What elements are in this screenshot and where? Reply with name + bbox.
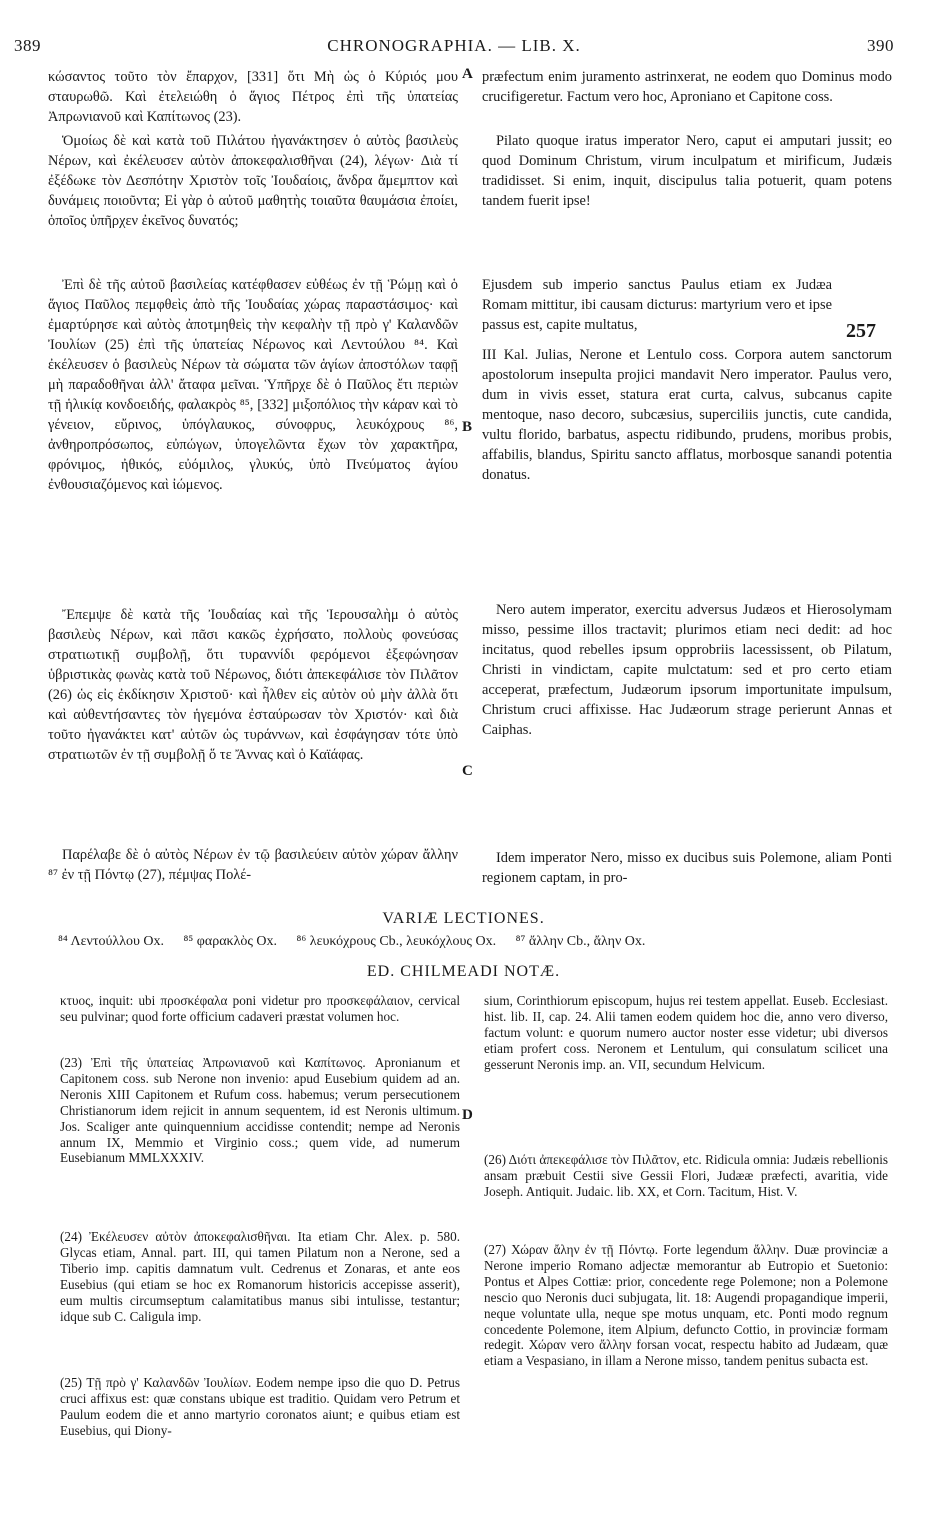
latin-paragraph-3b: III Kal. Julias, Nerone et Lentulo coss. Corpora autem sanctorum apostolorum insepulta projici mandavit Nero imperator. Paulus vero, dum in vivis esset, statura erat curta, calvus, subcanus capite mentoque, naso decoro, subcæsius, superciliis junctis, cute candida, vultu florido, barbatus, aspectu ridibundo, prudens, moribus probis, affabilis, blandus, Spiritu sancto afflatus, morbosque sanandi potentia donatus. [482, 347, 892, 483]
notes-heading: ED. CHILMEADI NOTÆ. [366, 963, 561, 980]
latin-paragraph-5: Idem imperator Nero, misso ex ducibus suis Polemone, aliam Ponti regionem captam, in pro- [482, 850, 892, 886]
latin-paragraph-2: Pilato quoque iratus imperator Nero, caput ei amputari jussit; eo quod Dominum Christum, virum inculpatum et mirificum, Judæis tradidisset. Si enim, inquit, discipulus talia potuerit, quam potens tandem fuerit ipse! [482, 133, 892, 209]
variant-85: ⁸⁵ φαρακλὸς Ox. [183, 934, 278, 949]
note-left-continuation: κτυος, inquit: ubi προσκέφαλα poni videtur pro προσκεφάλαιον, cervical seu pulvinar; quod forte officium cadaveri præstat volumen hoc. [60, 993, 460, 1024]
variant-87: ⁸⁷ ἄλλην Cb., ἄλην Ox. [515, 934, 646, 949]
latin-paragraph-4: Nero autem imperator, exercitu adversus Judæos et Hierosolymam misso, pessime illos tractavit; plurimos etiam neci dedit: ad hoc incitatus, quod rebelles ipsum opprobriis lacessissent, ob Pilatum, Christi in vindictam, capite mulctatum: sed et pro certo etiam acceperat, præfectum, Judæorum ipsorum importunitate impulsum, Christum cruci affixisse. Hac Judæorum strage perierunt Annas et Caiphas. [482, 602, 892, 738]
page-number-left: 389 [14, 36, 41, 55]
note-23: (23) Ἐπὶ τῆς ὑπατείας Ἀπρωνιανοῦ καὶ Καπίτωνος. Apronianum et Capitonem coss. sub Nerone non invenio: apud Eusebium quidem ad an. Neronis XIII Capitonem et Rufum coss. habemus; verum persecutionem Christianorum idem rejicit in annum sequentem, id est Neronis ultimum. Jos. Scaliger ante quinquennium accidisse contendit; nempe ad Neronis annum IX, Memmio et Virginio coss.; quem vide, ad numerum Eusebianum MMLXXXIV. [60, 1055, 460, 1166]
margin-marker-a: A [462, 66, 473, 82]
variae-lectiones [58, 933, 878, 951]
greek-paragraph-4: Ἔπεμψε δὲ κατὰ τῆς Ἰουδαίας καὶ τῆς Ἱερουσαλὴμ ὁ αὐτὸς βασιλεὺς Νέρων, καὶ πᾶσι κακῶς ἐχρήσατο, πολλοὺς φονεύσας στρατιωτικῇ συμβολῇ, ὅτι τυραννίδι φερόμενοι ἐξεφώνησαν ὑβριστικὰς φωνὰς κατὰ τοῦ Νέρωνος, διότι ἀπεκεφάλισε τὸν Πιλᾶτον (26) ὡς εἰς ἐκδίκησιν Χριστοῦ· καὶ ἦλθεν εἰς αὐτὸν οὐ μὴν ἀλλὰ ὅτι καὶ αὐθεντήσαντες τὸν ἡγεμόνα ἐσταύρωσαν τὸν Χριστόν· καὶ διὰ τοῦτο ἠγανάκτει κατ' αὐτῶν ὡς τυράννων, καὶ ἐσφάγησαν τότε ὑπὸ στρατιωτῶν ἐν τῇ συμβολῇ ὅ τε Ἄννας καὶ ὁ Καϊάφας. [48, 607, 458, 763]
greek-paragraph-5: Παρέλαβε δὲ ὁ αὐτὸς Νέρων ἐν τῷ βασιλεύειν αὐτὸν χώραν ἄλλην ⁸⁷ ἐν τῇ Πόντῳ (27), πέμψας Πολέ- [48, 847, 458, 883]
margin-marker-b: B [462, 419, 473, 435]
greek-paragraph-2: Ὁμοίως δὲ καὶ κατὰ τοῦ Πιλάτου ἠγανάκτησεν ὁ αὐτὸς βασιλεὺς Νέρων, καὶ ἐκέλευσεν αὐτὸν ἀποκεφαλισθῆναι (24), λέγων· Διὰ τί ἐξέδωκε τὸν Δεσπότην Χριστὸν τοῖς Ἰουδαίοις, ἄνδρα ἄμεμπτον καὶ δυνάμεις ποιοῦντα; Εἰ γὰρ ὁ αὐτοῦ μαθητὴς τοιαῦτα θαυμάσια ἐποίει, ὁποῖος ὑπῆρχεν ἐκεῖνος δυνατός; [48, 133, 458, 229]
latin-paragraph-1: præfectum enim juramento astrinxerat, ne eodem quo Dominus modo crucifigeretur. Factum vero hoc, Aproniano et Capitone coss. [482, 69, 892, 105]
note-24: (24) Ἐκέλευσεν αὐτὸν ἀποκεφαλισθῆναι. Ita etiam Chr. Alex. p. 580. Glycas etiam, Annal. part. III, qui tamen Pilatum non a Nerone, sed a Tiberio imp. capitis damnatum vult. Cedrenus et Zonaras, et ante eos Eusebius (qui etiam se hoc ex Romanorum historicis accepisse asserit), eum multis circumseptum calamitatibus manus sibi intulisse, testantur; idque sub C. Caligula imp. [60, 1229, 460, 1324]
variant-84: ⁸⁴ Λεντούλλου Ox. [58, 934, 165, 949]
greek-paragraph-1: κώσαντος τοῦτο τὸν ἔπαρχον, [331] ὅτι Μὴ ὡς ὁ Κύριός μου σταυρωθῶ. Καὶ ἐτελειώθη ὁ ἅγιος Πέτρος ἐπὶ τῆς ὑπατείας Ἀπρωνιανοῦ καὶ Καπίτωνος (23). [48, 69, 458, 125]
margin-marker-d: D [462, 1107, 473, 1123]
variant-86: ⁸⁶ λευκόχρους Cb., λευκόχλους Ox. [296, 934, 497, 949]
latin-paragraph-3a: Ejusdem sub imperio sanctus Paulus etiam ex Judæa Romam mittitur, ibi causam dicturus: martyrium vero et ipse passus est, capite multatus, [482, 277, 832, 333]
running-head [14, 36, 894, 60]
original-page-number: 257 [846, 320, 876, 342]
note-25: (25) Τῇ πρὸ γ' Καλανδῶν Ἰουλίων. Eodem nempe ipso die quo D. Petrus cruci affixus est: quæ constans ubique est traditio. Quidam vero Petrum et Paulum eodem die et anno martyrio coronatos aiunt; e quibus etiam est Eusebius, qui Diony- [60, 1375, 460, 1438]
note-right-continuation: sium, Corinthiorum episcopum, hujus rei testem appellat. Euseb. Ecclesiast. hist. lib. II, cap. 24. Alii tamen eodem quidem hoc die, anno vero diverso, factum volunt: e quorum numero auctor noster esse videtur; ubi diversos etiam profert coss. Neronem et Lentulum, qui consulatum scilicet una gesserunt Neronis imp. an. VII, secundum Helvicum. [484, 993, 888, 1072]
variae-heading: VARIÆ LECTIONES. [382, 910, 545, 927]
running-title: CHRONOGRAPHIA. — LIB. X. [327, 36, 581, 55]
note-26: (26) Διότι ἀπεκεφάλισε τὸν Πιλᾶτον, etc. Ridicula omnia: Judæis rebellionis ansam præbuit Cestii sive Gessii Flori, Judææ præfecti, avaritia, vide Joseph. Antiquit. Judaic. lib. XX, et Corn. Tacitum, Hist. V. [484, 1152, 888, 1199]
greek-paragraph-3: Ἐπὶ δὲ τῆς αὐτοῦ βασιλείας κατέφθασεν εὐθέως ἐν τῇ Ῥώμῃ καὶ ὁ ἅγιος Παῦλος πεμφθεὶς ἀπὸ τῆς Ἰουδαίας χώρας παραστάσιμος· καὶ ἐμαρτύρησε καὶ αὐτὸς ἀποτμηθεὶς τὴν κεφαλὴν τῇ πρὸ γ' Καλανδῶν Ἰουλίων (25) ἐπὶ τῆς ὑπατείας Νέρωνος καὶ Λεντούλου ⁸⁴. Καὶ ἐκέλευσεν ὁ βασιλεὺς Νέρων τὰ σώματα τῶν ἁγίων ἀποστόλων ταφῇ μὴ παραδοθῆναι ἀλλ' ἄταφα μεῖναι. Ὑπῆρχε δὲ ὁ Παῦλος ἔτι περιὼν τῇ ἡλικίᾳ κονδοειδής, φαλακρὸς ⁸⁵, [332] μιξοπόλιος τὴν κάραν καὶ τὸ γένειον, εὔρινος, ὑπόγλαυκος, σύνοφρυς, λευκόχρους ⁸⁶, ἀνθηροπρόσωπος, εὐπώγων, ὑπογελῶντα ἔχων τὸν χαρακτῆρα, φρόνιμος, ἠθικός, εὐόμιλος, γλυκύς, ὑπὸ Πνεύματος ἁγίου ἐνθουσιαζόμενος καὶ ἰώμενος. [48, 277, 458, 493]
page-number-right: 390 [867, 36, 894, 55]
margin-marker-c: C [462, 763, 473, 779]
note-27: (27) Χώραν ἄλην ἐν τῇ Πόντῳ. Forte legendum ἄλλην. Duæ provinciæ a Nerone imperio Romano adjectæ memorantur ab Eutropio et Suetonio: Pontus et Alpes Cottiæ: prior, concedente rege Polemone; non a Polemone nescio quo Neronis duci subjugata, lit. 18: Augendi propagandique imperii, neque voluntate ulla, neque spe motus unquam, etc. Ponti modo regnum concedente Polemone, item Alpium, defuncto Cottio, in provinciæ formam redegit. Χώραν vero ἄλλην forsan vocat, respectu habito ad Judæam, quæ etiam a Vespasiano, in illam a Nerone misso, tandem penitus subacta est. [484, 1242, 888, 1369]
